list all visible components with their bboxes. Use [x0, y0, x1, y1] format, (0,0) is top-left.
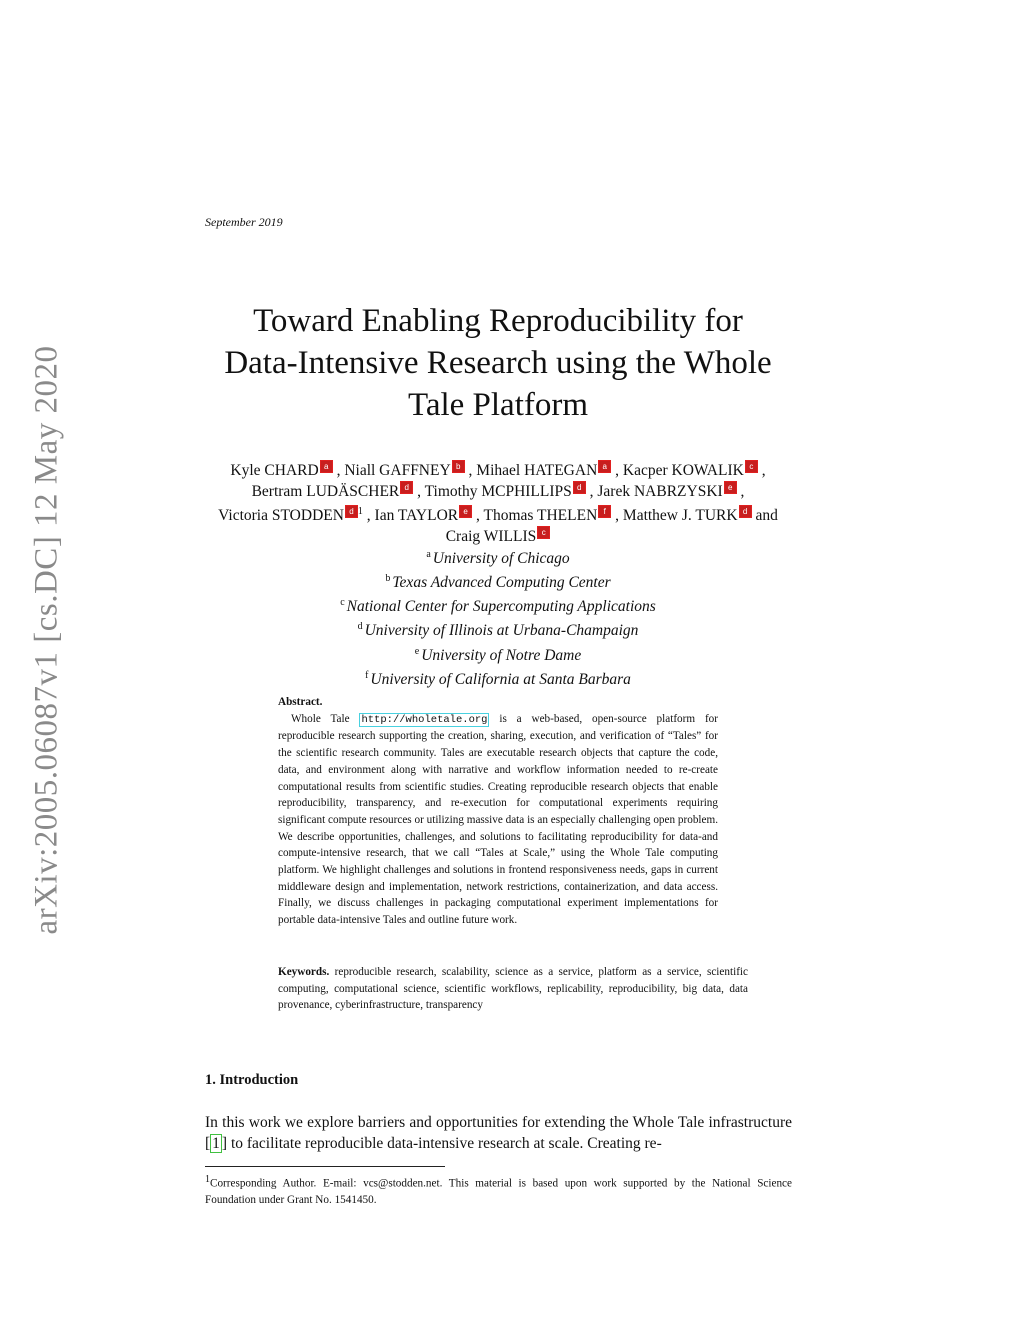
author-name: Ian TAYLOR	[374, 507, 459, 525]
author-name: Thomas THELEN	[483, 507, 598, 525]
affiliation-item	[180, 545, 816, 569]
footnote-text: Corresponding Author. E-mail: vcs@stodden.net. This material is based upon work supported by the National Science Foundation under Grant No. 1541450.	[205, 1177, 792, 1206]
abstract-text: is a web-based, open-source platform for reproducible research supporting the creation, sharing, execution, and verification of “Tales” for the scientific research community. Tales are executable research objects that capture the code, data, and environment along with narrative and workflow information needed to re-create computational results from scientific studies. Creating reproducible research objects that enable reproducibility, transparency, and re-execution for computational experiments requiring significant compute resources or utilizing massive data is an especially challenging open problem. We describe opportunities, challenges, and solutions to facilitating reproducibility for data-and compute-intensive research, that we call “Tales at Scale,” using the Whole Tale computing platform. We highlight challenges and solutions in frontend responsiveness needs, gaps in current middleware design and implementation, network restrictions, containerization, and data access. Finally, we discuss challenges in packaging computational experiment implementations for portable data-intensive Tales and outline future work.	[278, 712, 718, 927]
affiliation-mark: f	[365, 669, 369, 681]
affiliation-name: University of Chicago	[432, 550, 570, 568]
abstract	[278, 694, 718, 929]
affiliation-mark: a	[426, 549, 431, 560]
title-line-1: Toward Enabling Reproducibility for	[253, 303, 743, 339]
affiliation-badge[interactable]: e	[459, 505, 472, 518]
affiliation-badge[interactable]: f	[598, 505, 611, 518]
arxiv-sidebar	[22, 340, 72, 940]
affiliation-mark: c	[340, 597, 345, 609]
affiliation-badge[interactable]: e	[724, 481, 737, 494]
affiliation-badge[interactable]: d	[739, 505, 752, 518]
citation-link[interactable]: 1	[212, 1135, 220, 1152]
title-line-2: Data-Intensive Research using the Whole	[224, 345, 772, 381]
affiliation-item	[180, 617, 816, 641]
affiliation-name: University of Notre Dame	[421, 646, 582, 664]
wholetale-link[interactable]: http://wholetale.org	[361, 713, 488, 726]
author-name: Kyle CHARD	[230, 462, 319, 480]
author-separator: ,	[611, 507, 623, 525]
intro-paragraph	[205, 1112, 792, 1154]
footnote-mark: 1	[205, 1174, 210, 1185]
affiliation-badge[interactable]: b	[452, 460, 465, 473]
affiliation-name: University of California at Santa Barbara	[370, 670, 631, 688]
affiliation-badge[interactable]: d	[573, 481, 586, 494]
affiliation-badge[interactable]: c	[537, 526, 550, 539]
author-name: Niall GAFFNEY	[344, 462, 451, 480]
affiliation-mark: e	[414, 645, 420, 657]
abstract-body	[278, 711, 718, 929]
affiliation-item	[180, 593, 816, 617]
affiliation-list	[180, 545, 816, 690]
author-name: Jarek NABRZYSKI	[597, 483, 723, 501]
keywords-text: reproducible research, scalability, science as a service, platform as a service, scientific computing, computational science, scientific workflows, replicability, reproducibility, big data, data provenance, cyberinfrastructure, transparency	[278, 966, 748, 1012]
author-footnote-mark: 1	[357, 506, 363, 518]
author-list	[180, 460, 816, 548]
author-name: Victoria STODDEN	[218, 507, 344, 525]
intro-text-before: In this work we explore barriers and opportunities for extending the Whole Tale infrastructure [	[205, 1114, 792, 1152]
title-line-3: Tale Platform	[407, 387, 589, 423]
author-name: Timothy MCPHILLIPS	[424, 483, 572, 501]
author-line-1	[180, 460, 816, 481]
affiliation-badge[interactable]: a	[320, 460, 333, 473]
arxiv-identifier: arXiv:2005.06087v1 [cs.DC] 12 May 2020	[28, 345, 65, 935]
affiliation-name: Texas Advanced Computing Center	[392, 574, 611, 592]
author-name: Matthew J. TURK	[622, 507, 738, 525]
footnote-rule	[205, 1166, 445, 1167]
affiliation-badge[interactable]: d	[345, 505, 358, 518]
affiliation-item	[180, 642, 816, 666]
abstract-heading: Abstract.	[278, 696, 323, 708]
author-line-3	[180, 502, 816, 526]
author-name: Kacper KOWALIK	[622, 462, 744, 480]
affiliation-item	[180, 569, 816, 593]
author-separator: ,	[413, 483, 425, 501]
publication-date: September 2019	[205, 215, 283, 229]
affiliation-mark: b	[385, 573, 391, 585]
section-heading-introduction: 1. Introduction	[205, 1072, 299, 1088]
author-separator: ,	[611, 462, 623, 480]
affiliation-name: National Center for Supercomputing Applications	[346, 598, 656, 616]
author-name: Mihael HATEGAN	[476, 462, 598, 480]
author-name: Bertram LUDÄSCHER	[251, 483, 400, 501]
author-separator: and	[751, 507, 778, 525]
intro-text-after: ] to facilitate reproducible data-intensive research at scale. Creating re-	[221, 1135, 662, 1152]
footnote	[205, 1172, 792, 1208]
author-separator: ,	[585, 483, 598, 501]
affiliation-badge[interactable]: a	[598, 460, 611, 473]
keywords	[278, 964, 748, 1014]
abstract-lead: Whole Tale	[291, 712, 350, 725]
author-separator: ,	[736, 483, 745, 501]
author-separator: ,	[362, 507, 375, 525]
author-separator: ,	[464, 462, 477, 480]
affiliation-badge[interactable]: d	[400, 481, 413, 494]
keywords-label: Keywords.	[278, 966, 330, 978]
affiliation-name: University of Illinois at Urbana-Champaign	[364, 622, 639, 640]
affiliation-badge[interactable]: c	[745, 460, 758, 473]
paper-title	[180, 300, 816, 426]
author-separator: ,	[472, 507, 484, 525]
author-name: Craig WILLIS	[445, 528, 537, 546]
author-line-2	[180, 481, 816, 502]
author-separator: ,	[757, 462, 766, 480]
affiliation-mark: d	[357, 621, 363, 633]
affiliation-item	[180, 666, 816, 690]
author-separator: ,	[332, 462, 345, 480]
